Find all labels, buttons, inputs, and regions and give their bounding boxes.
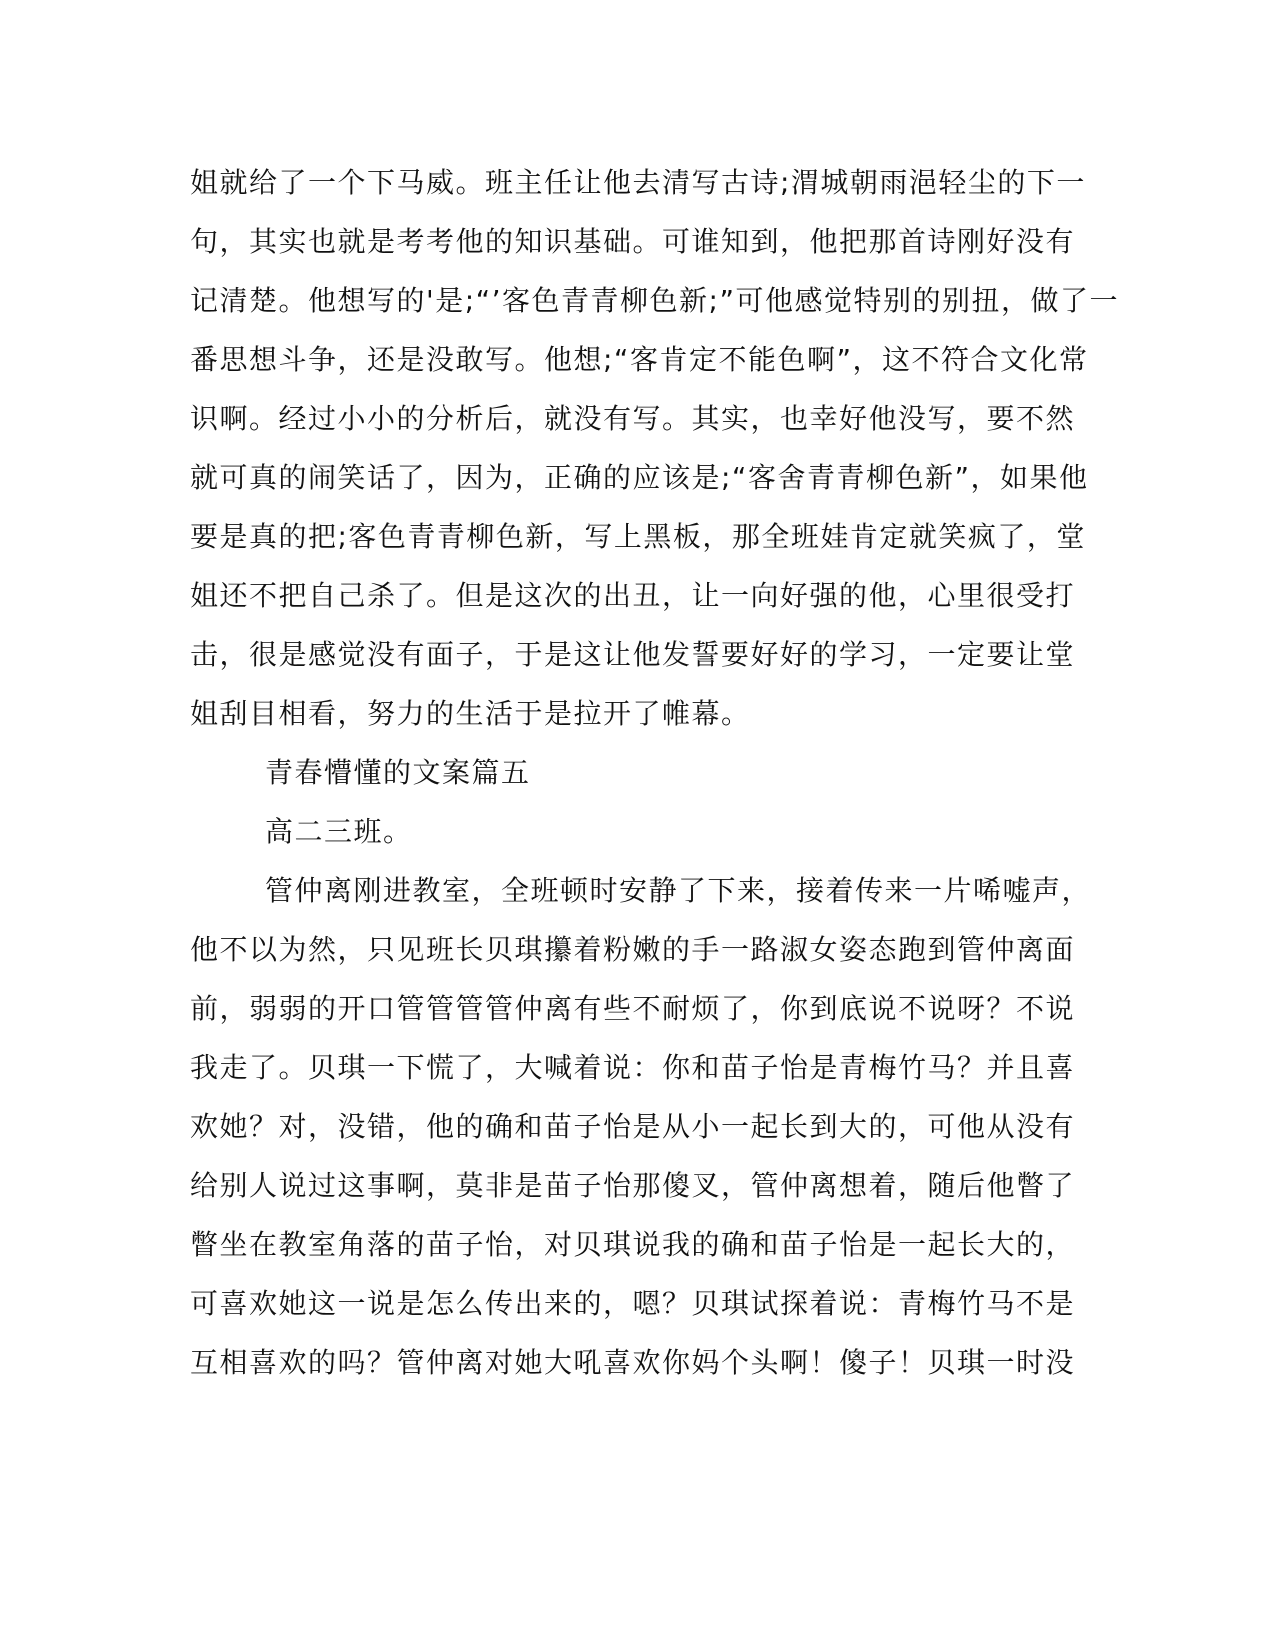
- paragraph-line: 瞥坐在教室角落的苗子怡，对贝琪说我的确和苗子怡是一起长大的，: [190, 1228, 1076, 1261]
- paragraph-line: 姐刮目相看，努力的生活于是拉开了帷幕。: [190, 697, 751, 730]
- paragraph-line: 姐就给了一个下马威。班主任让他去清写古诗;渭城朝雨浥轻尘的下一: [190, 166, 1086, 199]
- paragraph-line: 前，弱弱的开口管管管管仲离有些不耐烦了，你到底说不说呀？不说: [190, 992, 1076, 1025]
- paragraph-line: 可喜欢她这一说是怎么传出来的，嗯？贝琪试探着说：青梅竹马不是: [190, 1287, 1076, 1320]
- paragraph-line: 就可真的闹笑话了，因为，正确的应该是;“客舍青青柳色新”，如果他: [190, 461, 1089, 494]
- paragraph-line: 给别人说过这事啊，莫非是苗子怡那傻叉，管仲离想着，随后他瞥了: [190, 1169, 1076, 1202]
- paragraph-line: 番思想斗争，还是没敢写。他想;“客肯定不能色啊”，这不符合文化常: [190, 343, 1089, 376]
- paragraph-line: 记清楚。他想写的'是;“’客色青青柳色新;”可他感觉特别的别扭，做了一: [190, 284, 1119, 317]
- paragraph-line: 姐还不把自己杀了。但是这次的出丑，让一向好强的他，心里很受打: [190, 579, 1076, 612]
- paragraph-line: 识啊。经过小小的分析后，就没有写。其实，也幸好他没写，要不然: [190, 402, 1076, 435]
- paragraph-line: 我走了。贝琪一下慌了，大喊着说：你和苗子怡是青梅竹马？并且喜: [190, 1051, 1076, 1084]
- paragraph-line: 击，很是感觉没有面子，于是这让他发誓要好好的学习，一定要让堂: [190, 638, 1076, 671]
- class-line: 高二三班。: [265, 815, 413, 848]
- paragraph-line: 欢她？对，没错，他的确和苗子怡是从小一起长到大的，可他从没有: [190, 1110, 1076, 1143]
- paragraph-line: 句，其实也就是考考他的知识基础。可谁知到，他把那首诗刚好没有: [190, 225, 1076, 258]
- paragraph-line: 他不以为然，只见班长贝琪攥着粉嫩的手一路淑女姿态跑到管仲离面: [190, 933, 1076, 966]
- paragraph-line: 管仲离刚进教室，全班顿时安静了下来，接着传来一片唏嘘声，: [265, 874, 1092, 907]
- paragraph-line: 互相喜欢的吗？管仲离对她大吼喜欢你妈个头啊！傻子！贝琪一时没: [190, 1346, 1076, 1379]
- paragraph-line: 要是真的把;客色青青柳色新，写上黑板，那全班娃肯定就笑疯了，堂: [190, 520, 1086, 553]
- section-heading: 青春懵懂的文案篇五: [265, 756, 531, 789]
